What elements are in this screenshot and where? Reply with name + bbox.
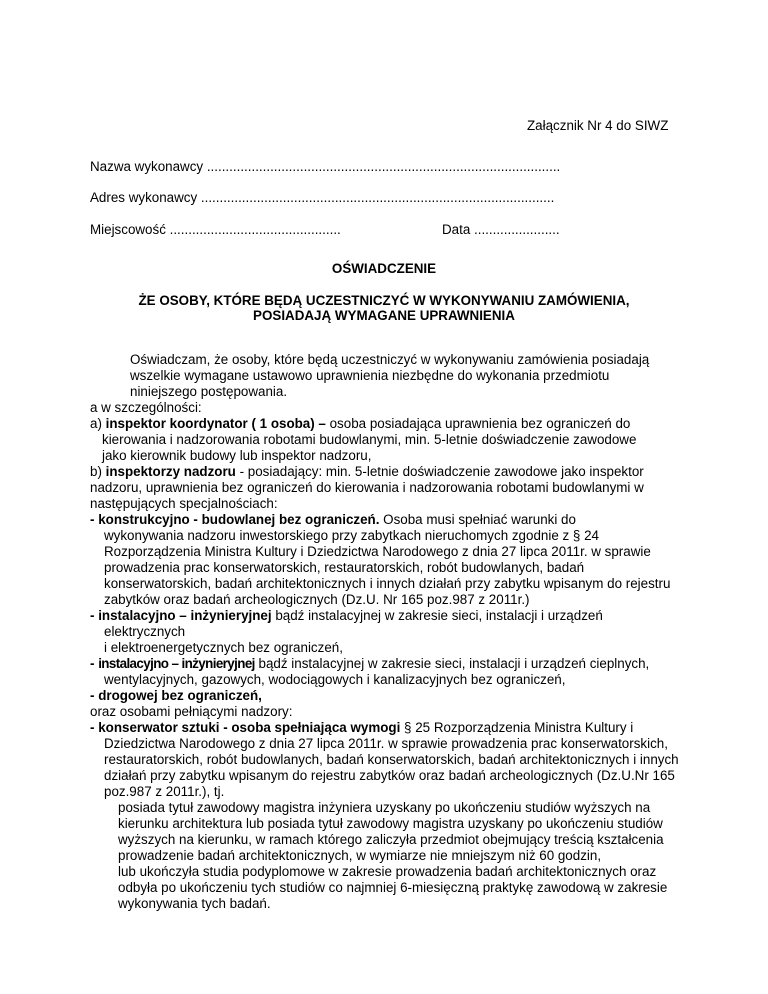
conservator-line-4: działań przy zabytku wpisanym do rejestru zabytków oraz badań archeologicznych (Dz.U.Nr 165: [104, 768, 675, 783]
item-a-line-2: kierowania i nadzorowania robotami budowlanymi, min. 5-letnie doświadczenie zawodowe: [102, 432, 637, 447]
item-b-line-2: nadzoru, uprawnienia bez ograniczeń do kierowania i nadzorowania robotami budowlanymi w: [90, 480, 644, 495]
qualification-line-7: wykonywania tych badań.: [118, 896, 271, 911]
qualification-line-5: lub ukończyła studia podyplomowe w zakresie prowadzenia badań architektonicznych oraz: [118, 864, 657, 879]
contractor-name-line: Nazwa wykonawcy ...............................................................................................: [90, 159, 561, 174]
document-title: OŚWIADCZENIE: [331, 261, 437, 276]
specialty-sanitary: - instalacyjno – inżynieryjnej bądź instalacyjnej w zakresie sieci, instalacji i urządzeń cieplnych,: [90, 656, 650, 671]
item-b: b) inspektorzy nadzoru - posiadający: min. 5-letnie doświadczenie zawodowe jako inspektor: [90, 464, 644, 479]
intro-line-3: niniejszego postępowania.: [130, 384, 288, 399]
item-a-line-3: jako kierownik budowy lub inspektor nadzoru,: [102, 448, 372, 463]
date-line: Data .......................: [442, 222, 560, 237]
specialty-sanitary-line-2: wentylacyjnych, gazowych, wodociągowych i kanalizacyjnych bez ograniczeń,: [104, 672, 566, 687]
document-subtitle-1: ŻE OSOBY, KTÓRE BĘDĄ UCZESTNICZYĆ W WYKONYWANIU ZAMÓWIENIA,: [138, 293, 630, 308]
item-b-line-3: następujących specjalnościach:: [90, 496, 278, 511]
conservator: - konserwator sztuki - osoba spełniająca wymogi § 25 Rozporządzenia Ministra Kultury i: [90, 720, 634, 735]
qualification-line-3: wyższych na kierunku, w ramach którego zaliczyła przedmiot obejmujący treścią kształcenia: [118, 832, 664, 847]
contractor-address-line: Adres wykonawcy ...............................................................................................: [90, 190, 555, 205]
qualification-line-1: posiada tytuł zawodowy magistra inżyniera uzyskany po ukończeniu studiów wyższych na: [118, 800, 651, 815]
city-line: Miejscowość ..............................................: [90, 222, 341, 237]
intro-line-1: Oświadczam, że osoby, które będą uczestniczyć w wykonywaniu zamówienia posiadają: [130, 352, 650, 367]
others-line: oraz osobami pełniącymi nadzory:: [90, 704, 293, 719]
conservator-line-3: restauratorskich, robót budowlanych, badań konserwatorskich, badań architektonicznych i innych: [104, 752, 679, 767]
specialty-construction-line-3: Rozporządzenia Ministra Kultury i Dziedzictwa Narodowego z dnia 27 lipca 2011r. w sprawie: [104, 544, 651, 559]
qualification-line-4: prowadzenie badań architektonicznych, w wymiarze nie mniejszym niż 60 godzin,: [118, 848, 602, 863]
conservator-line-5: poz.987 z 2011r.), tj.: [104, 784, 225, 799]
qualification-line-6: odbyła po ukończeniu tych studiów co najmniej 6-miesięczną praktykę zawodową w zakresie: [118, 880, 668, 895]
specialty-construction-line-5: konserwatorskich, badań architektonicznych i innych działań przy zabytku wpisanym do rejestru: [104, 576, 671, 591]
specialty-construction: - konstrukcyjno - budowlanej bez ograniczeń. Osoba musi spełniać warunki do: [90, 512, 576, 527]
specialty-construction-line-6: zabytków oraz badań archeologicznych (Dz.U. Nr 165 poz.987 z 2011r.): [104, 592, 530, 607]
statement-body: [90, 352, 700, 912]
specialty-road: - drogowej bez ograniczeń,: [90, 688, 262, 703]
specialty-construction-line-4: prowadzenia prac konserwatorskich, restauratorskich, robót budowlanych, badań: [104, 560, 585, 575]
document-subtitle-2: POSIADAJĄ WYMAGANE UPRAWNIENIA: [253, 308, 515, 323]
specialty-electrical-line-3: i elektroenergetycznych bez ograniczeń,: [104, 640, 343, 655]
particular-line: a w szczególności:: [90, 400, 202, 415]
conservator-line-2: Dziedzictwa Narodowego z dnia 27 lipca 2011r. w sprawie prowadzenia prac konserwatorskich,: [104, 736, 668, 751]
attachment-label: Załącznik Nr 4 do SIWZ: [527, 118, 669, 133]
specialty-electrical-line-2: elektrycznych: [104, 624, 186, 639]
qualification-line-2: kierunku architektura lub posiada tytuł zawodowy magistra uzyskany po ukończeniu studiów: [118, 816, 663, 831]
specialty-electrical: - instalacyjno – inżynieryjnej bądź instalacyjnej w zakresie sieci, instalacji i urządzeń: [90, 608, 603, 623]
intro-line-2: wszelkie wymagane ustawowo uprawnienia niezbędne do wykonania przedmiotu: [130, 368, 610, 383]
item-a: a) inspektor koordynator ( 1 osoba) – osoba posiadająca uprawnienia bez ograniczeń do: [90, 416, 631, 431]
specialty-construction-line-2: wykonywania nadzoru inwestorskiego przy zabytkach nieruchomych zgodnie z § 24: [104, 528, 599, 543]
